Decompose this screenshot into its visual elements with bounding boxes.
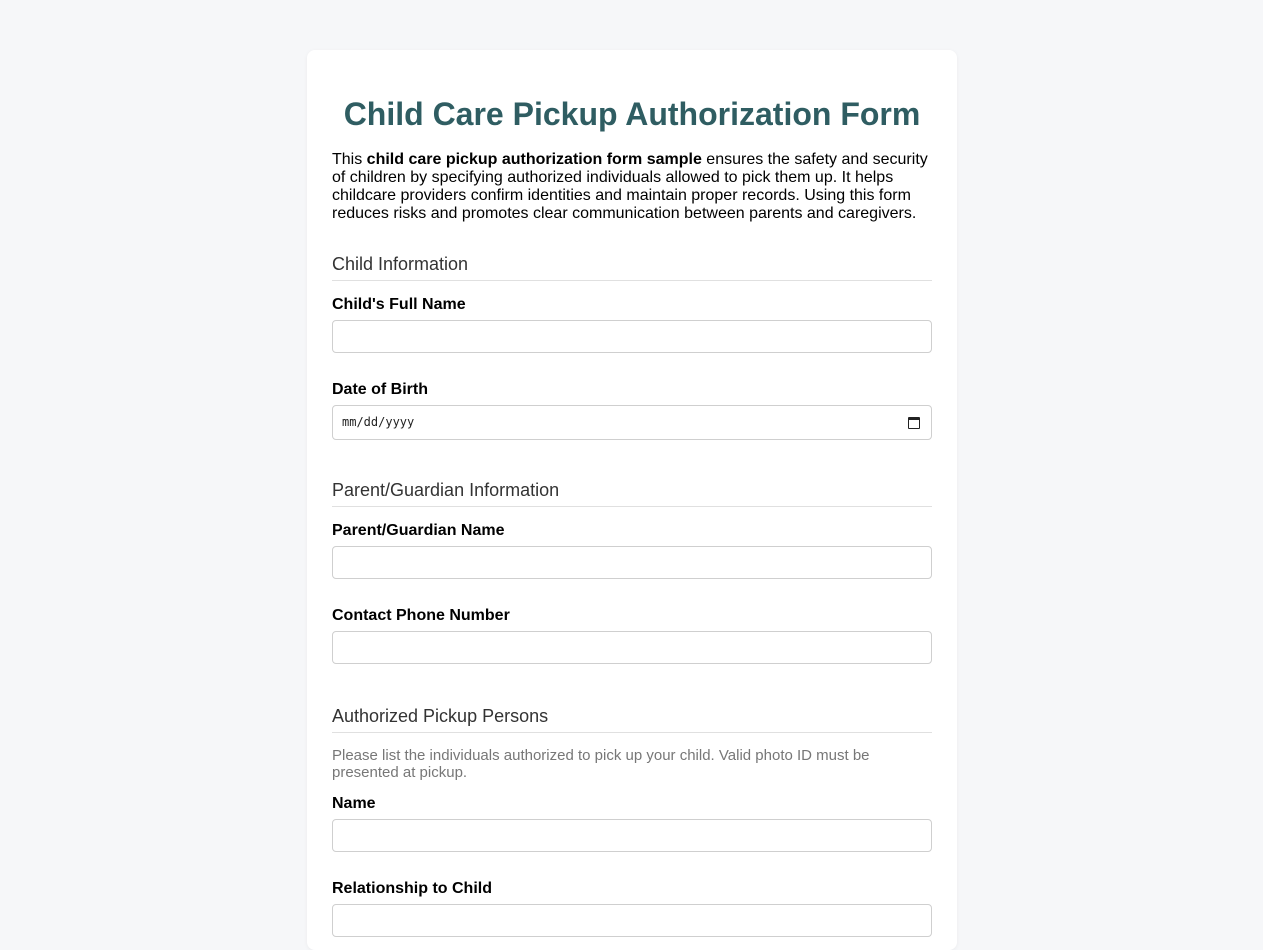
pickup-name-label: Name	[332, 795, 376, 812]
intro-text	[332, 151, 932, 223]
relationship-input[interactable]	[332, 904, 932, 937]
parent-guardian-name-label: Parent/Guardian Name	[332, 522, 505, 539]
child-full-name-input[interactable]	[332, 320, 932, 353]
calendar-icon[interactable]	[908, 417, 920, 429]
field-contact-phone	[332, 607, 932, 664]
date-placeholder: mm/dd/yyyy	[342, 415, 415, 429]
contact-phone-input[interactable]	[332, 631, 932, 664]
authorized-pickup-note: Please list the individuals authorized to pick up your child. Valid photo ID must be presented at pickup.	[332, 747, 870, 781]
section-title-child-information: Child Information	[332, 254, 932, 281]
pickup-name-input[interactable]	[332, 819, 932, 852]
field-date-of-birth	[332, 381, 932, 440]
parent-guardian-name-input[interactable]	[332, 546, 932, 579]
intro-suffix: ensures the safety and security of children by specifying authorized individuals allowed to pick them up. It helps childcare providers confirm identities and maintain proper records. Using this form reduces risks and promotes clear communication between parents and caregivers.	[332, 151, 928, 222]
relationship-label: Relationship to Child	[332, 880, 492, 897]
form-card	[307, 50, 957, 950]
date-of-birth-input[interactable]	[332, 405, 932, 440]
date-of-birth-label: Date of Birth	[332, 381, 428, 398]
field-relationship	[332, 880, 932, 937]
page-title: Child Care Pickup Authorization Form	[343, 96, 921, 132]
section-title-authorized-pickup: Authorized Pickup Persons	[332, 706, 932, 733]
contact-phone-label: Contact Phone Number	[332, 607, 510, 624]
field-child-full-name	[332, 296, 932, 353]
child-full-name-label: Child's Full Name	[332, 296, 466, 313]
section-title-parent-guardian: Parent/Guardian Information	[332, 480, 932, 507]
intro-prefix: This	[332, 151, 367, 168]
field-parent-guardian-name	[332, 522, 932, 579]
intro-bold: child care pickup authorization form sample	[366, 151, 702, 168]
field-pickup-name	[332, 795, 932, 852]
